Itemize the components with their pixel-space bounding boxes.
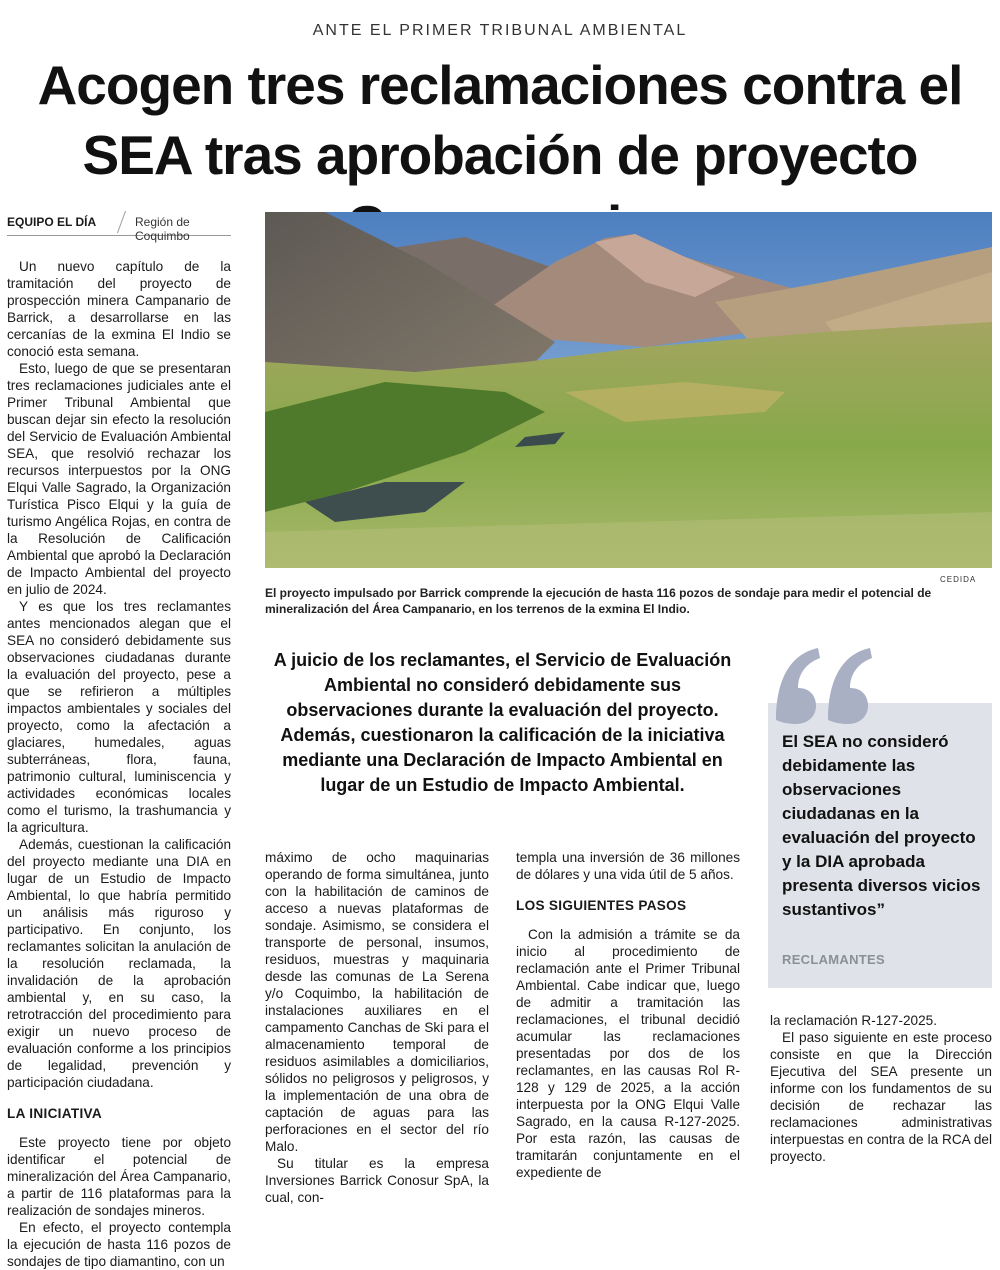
- byline: [7, 211, 231, 243]
- paragraph: Esto, luego de que se presentaran tres reclamaciones judiciales ante el Primer Tribunal Ambiental que buscan dejar sin efecto la resolución del Servicio de Evaluación Ambiental SEA, que resolvió rechazar los recursos interpuestos por la ONG Elqui Valle Sagrado, la Organización Turística Pisco Elqui y la guía de turismo Angélica Rojas, en contra de la Resolución de Calificación Ambiental que aprobó la Declaración de Impacto Ambiental del proyecto en julio de 2024.: [7, 361, 231, 597]
- paragraph: Este proyecto tiene por objeto identificar el potencial de mineralización del Área Campanario, a partir de 116 plataformas para la realización de sondajes mineros.: [7, 1135, 231, 1218]
- article-column-1: [7, 258, 231, 1270]
- paragraph: Con la admisión a trámite se da inicio al procedimiento de reclamación ante el Primer Tribunal Ambiental. Cabe indicar que, luego de admitir a tramitación las reclamaciones, el tribunal decidió acumular las reclamaciones presentadas por dos de los reclamantes, en las causas Rol R-128 y 129 de 2025, a la acción interpuesta por la ONG Elqui Valle Sagrado, en la causa R-127-2025. Por esta razón, las causas de tramitarán conjuntamente en el expediente de: [516, 927, 740, 1180]
- pull-lead: A juicio de los reclamantes, el Servicio de Evaluación Ambiental no consideró debidamente sus observaciones durante la evaluación del proyecto. Además, cuestionaron la calificación de la iniciativa mediante una Declaración de Impacto Ambiental en lugar de un Estudio de Impacto Ambiental.: [273, 650, 732, 795]
- article-column-3: [516, 849, 740, 1181]
- section-heading: LOS SIGUIENTES PASOS: [516, 898, 687, 913]
- paragraph: Además, cuestionan la calificación del proyecto mediante una DIA en lugar de un Estudio de Impacto Ambiental, lo que habría permitido un análisis más riguroso y participativo. En conjunto, los reclamantes solicitan la anulación de la resolución reclamada, la invalidación de la aprobación ambiental y, en su caso, la retrotracción del procedimiento para exigir un nuevo proceso de evaluación conforme a los principios de legalidad, prevención y participación ciudadana.: [7, 837, 231, 1090]
- paragraph: Y es que los tres reclamantes antes mencionados alegan que el SEA no consideró debidamente sus observaciones ciudadanas durante la evaluación del proyecto, pese a que se refirieron a múltiples impactos ambientales y sociales del proyecto, como la afectación a glaciares, humedales, aguas subterráneas, flora, fauna, patrimonio cultural, luminiscencia y actividades económicas locales como el turismo, la trashumancia y la agricultura.: [7, 599, 231, 835]
- quote-attribution: RECLAMANTES: [782, 952, 885, 967]
- paragraph: En efecto, el proyecto contempla la ejecución de hasta 116 pozos de sondajes de tipo diamantino, con un: [7, 1220, 231, 1269]
- article-kicker: ANTE EL PRIMER TRIBUNAL AMBIENTAL: [312, 22, 688, 39]
- photo-credit: CEDIDA: [940, 575, 977, 584]
- article-headline: Acogen tres reclamaciones contra el SEA tras aprobación de proyecto: [37, 54, 963, 186]
- paragraph: templa una inversión de 36 millones de dólares y una vida útil de 5 años.: [516, 850, 740, 882]
- paragraph: Un nuevo capítulo de la tramitación del proyecto de prospección minera Campanario de Barrick, a desarrollarse en las cercanías de la exmina El Indio se conoció esta semana.: [7, 259, 231, 359]
- paragraph: la reclamación R-127-2025.: [770, 1013, 937, 1028]
- paragraph: máximo de ocho maquinarias operando de forma simultánea, junto con la habilitación de caminos de acceso a nuevas plataformas de sondaje. Asimismo, se considera el transporte de personal, insumos, residuos, muestras y maquinaria desde las comunas de La Serena y/o Coquimbo, la habilitación de instalaciones auxiliares en el campamento Canchas de Ski para el almacenamiento temporal de residuos asimilables a domiciliarios, sólidos no peligrosos y peligrosos, y la implementación de una obra de captación de aguas para las perforaciones en el sector del río Malo.: [265, 850, 489, 1154]
- paragraph: Su titular es la empresa Inversiones Barrick Conosur SpA, la cual, con-: [265, 1156, 489, 1205]
- byline-author: EQUIPO EL DÍA: [7, 215, 97, 229]
- section-heading: LA INICIATIVA: [7, 1106, 103, 1121]
- byline-region: Región de Coquimbo: [135, 215, 190, 243]
- quote-marks-icon: [768, 640, 878, 730]
- photo-caption: El proyecto impulsado por Barrick comprende la ejecución de hasta 116 pozos de sondaje para medir el potencial de mineralización del Área Campanario, en los terrenos de la exmina El Indio.: [265, 586, 932, 616]
- byline-divider: [117, 211, 126, 233]
- pull-quote: El SEA no consideró debidamente las observaciones ciudadanas en la evaluación del proyecto y la DIA aprobada presenta diversos vicios sustantivos”: [782, 732, 981, 919]
- paragraph: El paso siguiente en este proceso consiste en que la Dirección Ejecutiva del SEA presente un informe con los fundamentos de su decisión de rechazar las reclamaciones administrativas interpuestas en contra de la RCA del proyecto.: [770, 1030, 992, 1164]
- article-column-2: [265, 849, 489, 1206]
- article-column-4: [770, 1012, 992, 1165]
- landscape-photo: [265, 212, 992, 568]
